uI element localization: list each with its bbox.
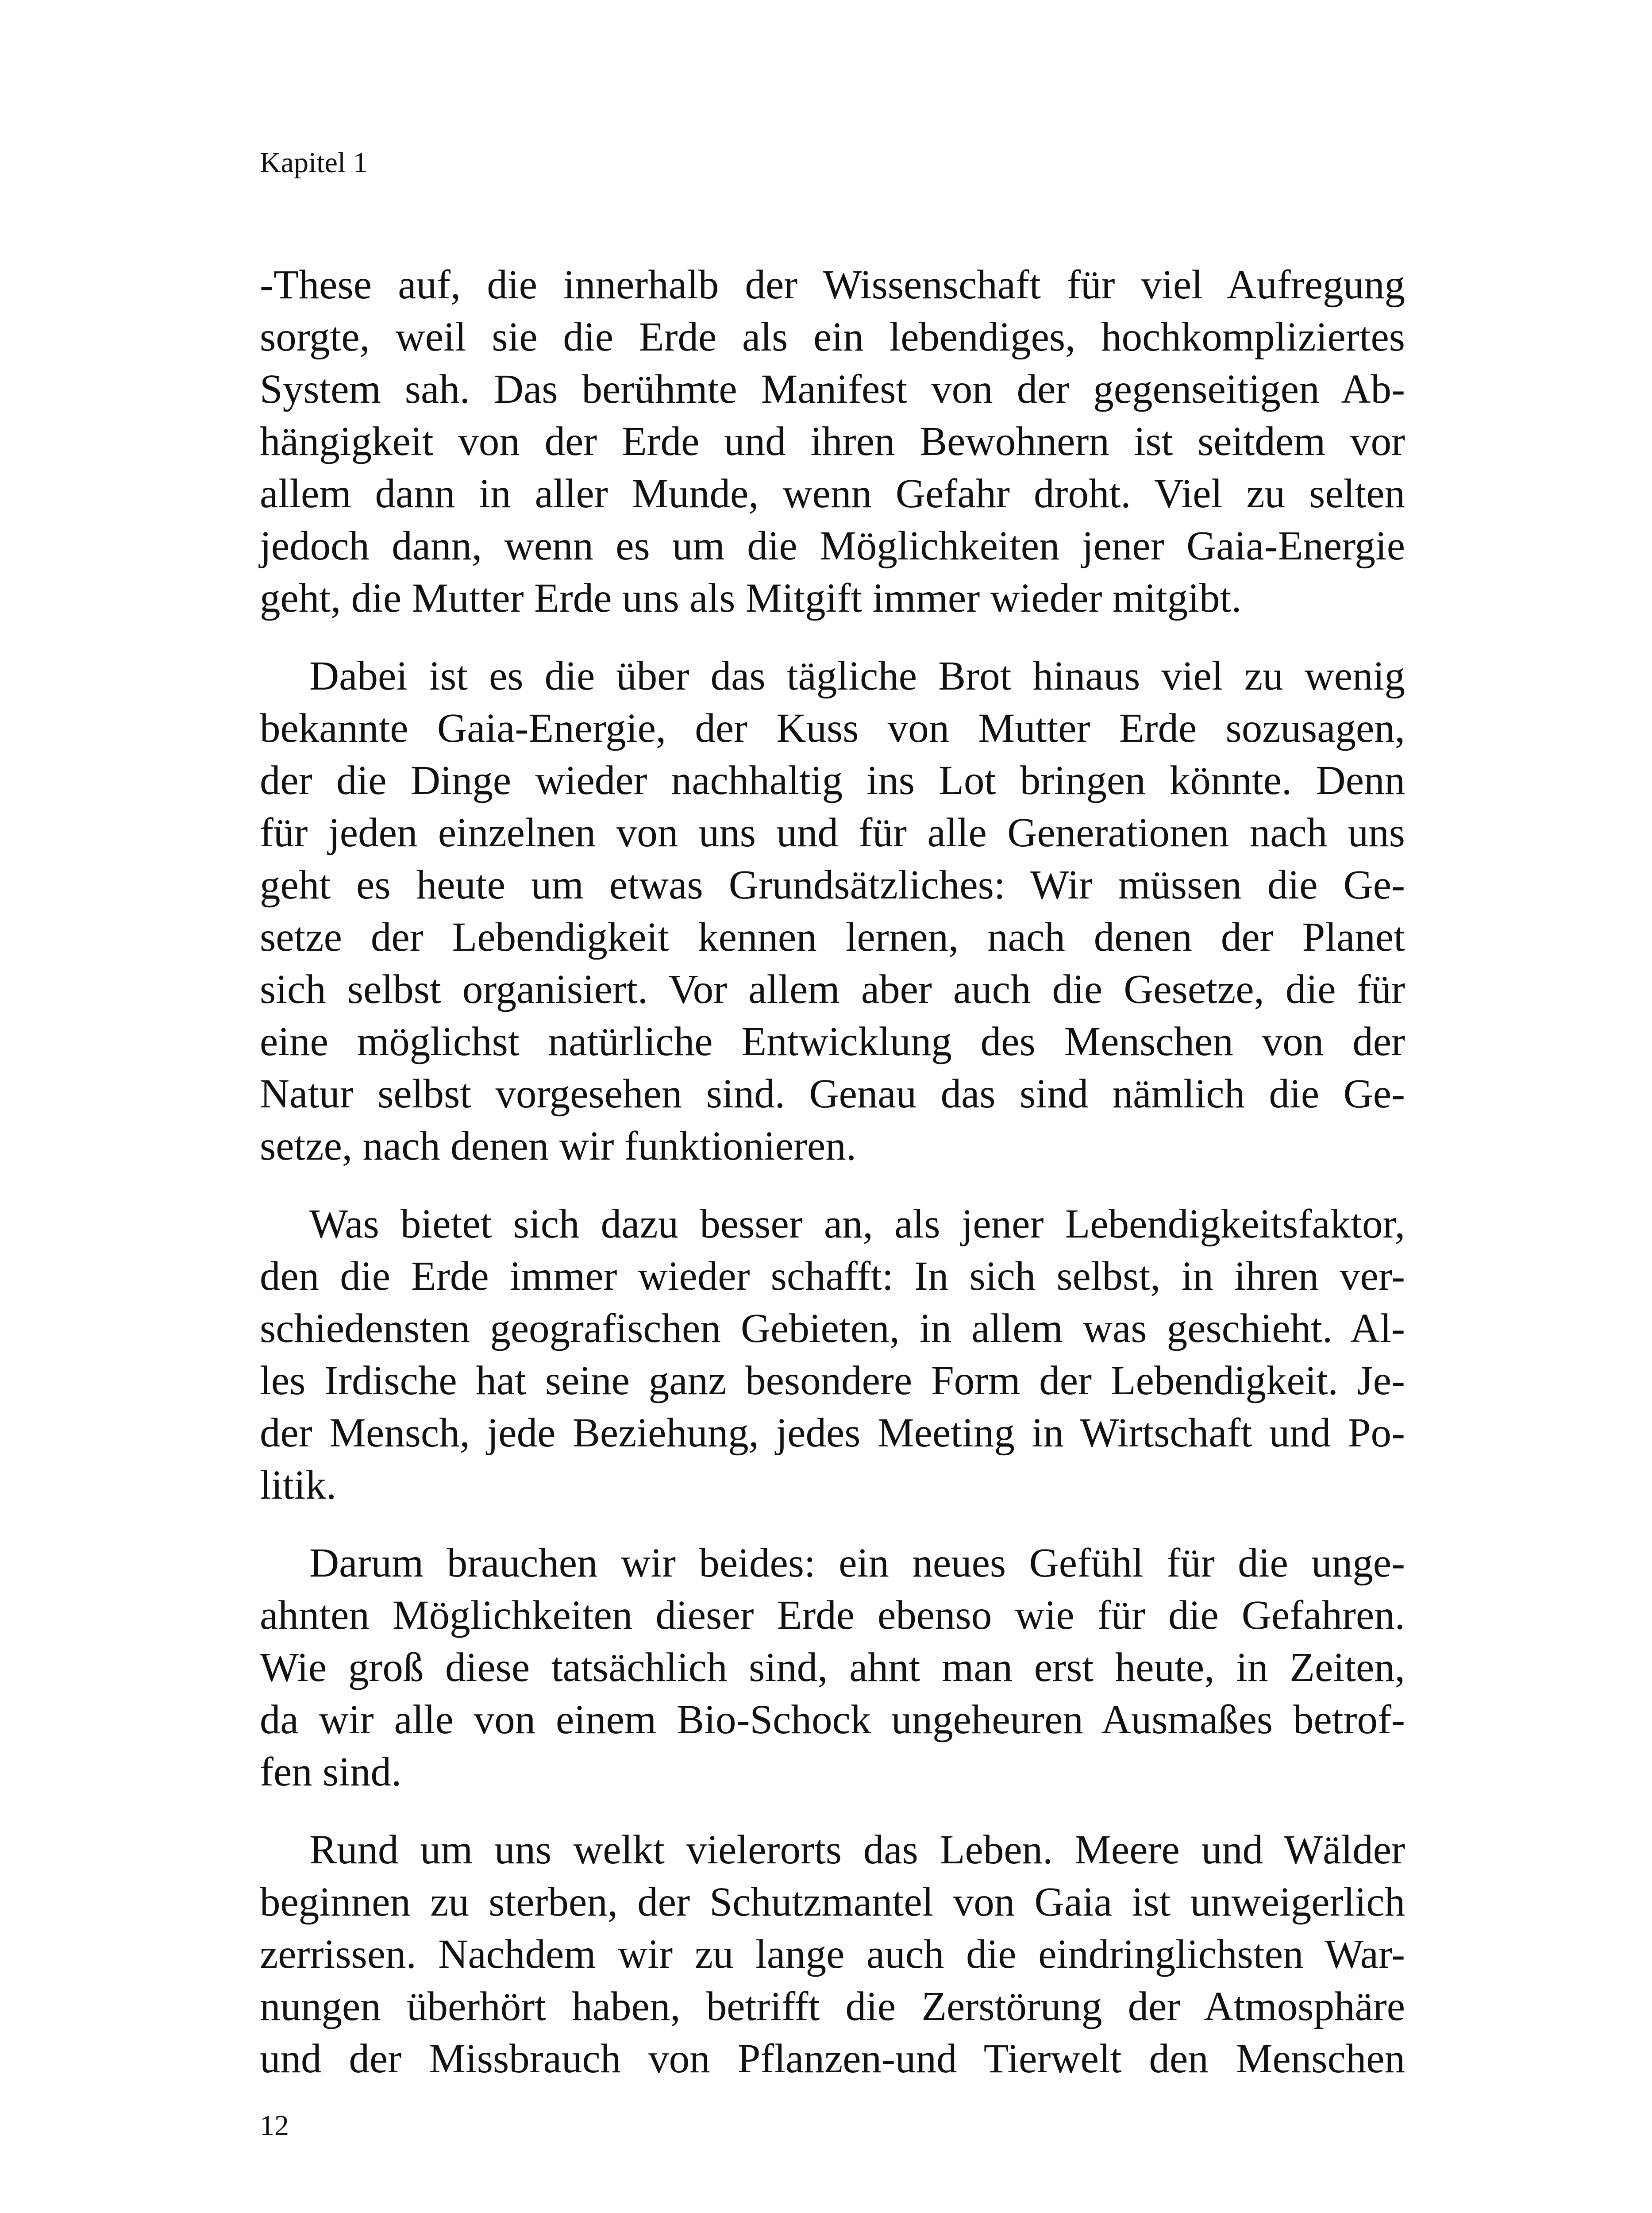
text-line: ahnten Möglichkeiten dieser Erde ebenso wie für die Gefahren. (260, 1592, 1405, 1638)
paragraph (260, 1537, 1405, 1798)
text-line: und der Missbrauch von Pflanzen-und Tierwelt den Menschen (260, 2036, 1405, 2082)
text-line: setze, nach denen wir funktionieren. (260, 1123, 856, 1169)
text-line: allem dann in aller Munde, wenn Gefahr droht. Viel zu selten (260, 471, 1405, 517)
page-number: 12 (260, 2109, 289, 2142)
running-head: Kapitel 1 (260, 147, 368, 179)
text-line: sich selbst organisiert. Vor allem aber auch die Gesetze, die für (260, 967, 1405, 1012)
text-line: für jeden einzelnen von uns und für alle Generationen nach uns (260, 810, 1405, 856)
text-line: fen sind. (260, 1749, 402, 1795)
text-line: den die Erde immer wieder schafft: In sich selbst, in ihren ver- (260, 1253, 1405, 1299)
text-line: Rund um uns welkt vielerorts das Leben. Meere und Wälder (309, 1827, 1405, 1873)
text-line: geht, die Mutter Erde uns als Mitgift immer wieder mitgibt. (260, 575, 1242, 621)
text-line: les Irdische hat seine ganz besondere Form der Lebendigkeit. Je- (260, 1358, 1405, 1403)
text-line: der die Dinge wieder nachhaltig ins Lot bringen könnte. Denn (260, 758, 1405, 803)
text-line: geht es heute um etwas Grundsätzliches: Wir müssen die Ge- (260, 862, 1405, 908)
text-line: da wir alle von einem Bio-Schock ungeheuren Ausmaßes betrof- (260, 1697, 1405, 1743)
text-line: der Mensch, jede Beziehung, jedes Meeting in Wirtschaft und Po- (260, 1410, 1405, 1456)
text-line: setze der Lebendigkeit kennen lernen, nach denen der Planet (260, 914, 1405, 960)
text-line: zerrissen. Nachdem wir zu lange auch die eindringlichsten War- (260, 1932, 1405, 1977)
text-line: litik. (260, 1462, 337, 1508)
text-line: jedoch dann, wenn es um die Möglichkeiten jener Gaia-Energie (260, 523, 1405, 569)
text-line: Natur selbst vorgesehen sind. Genau das sind nämlich die Ge- (260, 1071, 1405, 1117)
text-line: sorgte, weil sie die Erde als ein lebendiges, hochkompliziertes (260, 314, 1405, 360)
text-line: schiedensten geografischen Gebieten, in allem was geschieht. Al- (260, 1306, 1405, 1351)
text-line: System sah. Das berühmte Manifest von der gegenseitigen Ab- (260, 366, 1405, 412)
text-line: Darum brauchen wir beides: ein neues Gefühl für die unge- (309, 1540, 1405, 1586)
paragraph (260, 650, 1405, 1172)
text-line: Was bietet sich dazu besser an, als jener Lebendigkeitsfaktor, (309, 1201, 1405, 1247)
paragraph (260, 1824, 1405, 2085)
text-line: bekannte Gaia-Energie, der Kuss von Mutter Erde sozusagen, (260, 706, 1405, 751)
text-line: -These auf, die innerhalb der Wissenschaft für viel Aufregung (260, 262, 1405, 308)
paragraph (260, 1198, 1405, 1511)
body-text (260, 259, 1405, 2111)
text-line: eine möglichst natürliche Entwicklung des Menschen von der (260, 1019, 1405, 1064)
text-line: Dabei ist es die über das tägliche Brot hinaus viel zu wenig (309, 653, 1405, 699)
text-line: Wie groß diese tatsächlich sind, ahnt man erst heute, in Zeiten, (260, 1645, 1405, 1690)
paragraph (260, 259, 1405, 625)
text-line: nungen überhört haben, betrifft die Zerstörung der Atmosphäre (260, 1984, 1405, 2029)
text-line: hängigkeit von der Erde und ihren Bewohnern ist seitdem vor (260, 419, 1405, 464)
text-line: beginnen zu sterben, der Schutzmantel von Gaia ist unweigerlich (260, 1879, 1405, 1925)
